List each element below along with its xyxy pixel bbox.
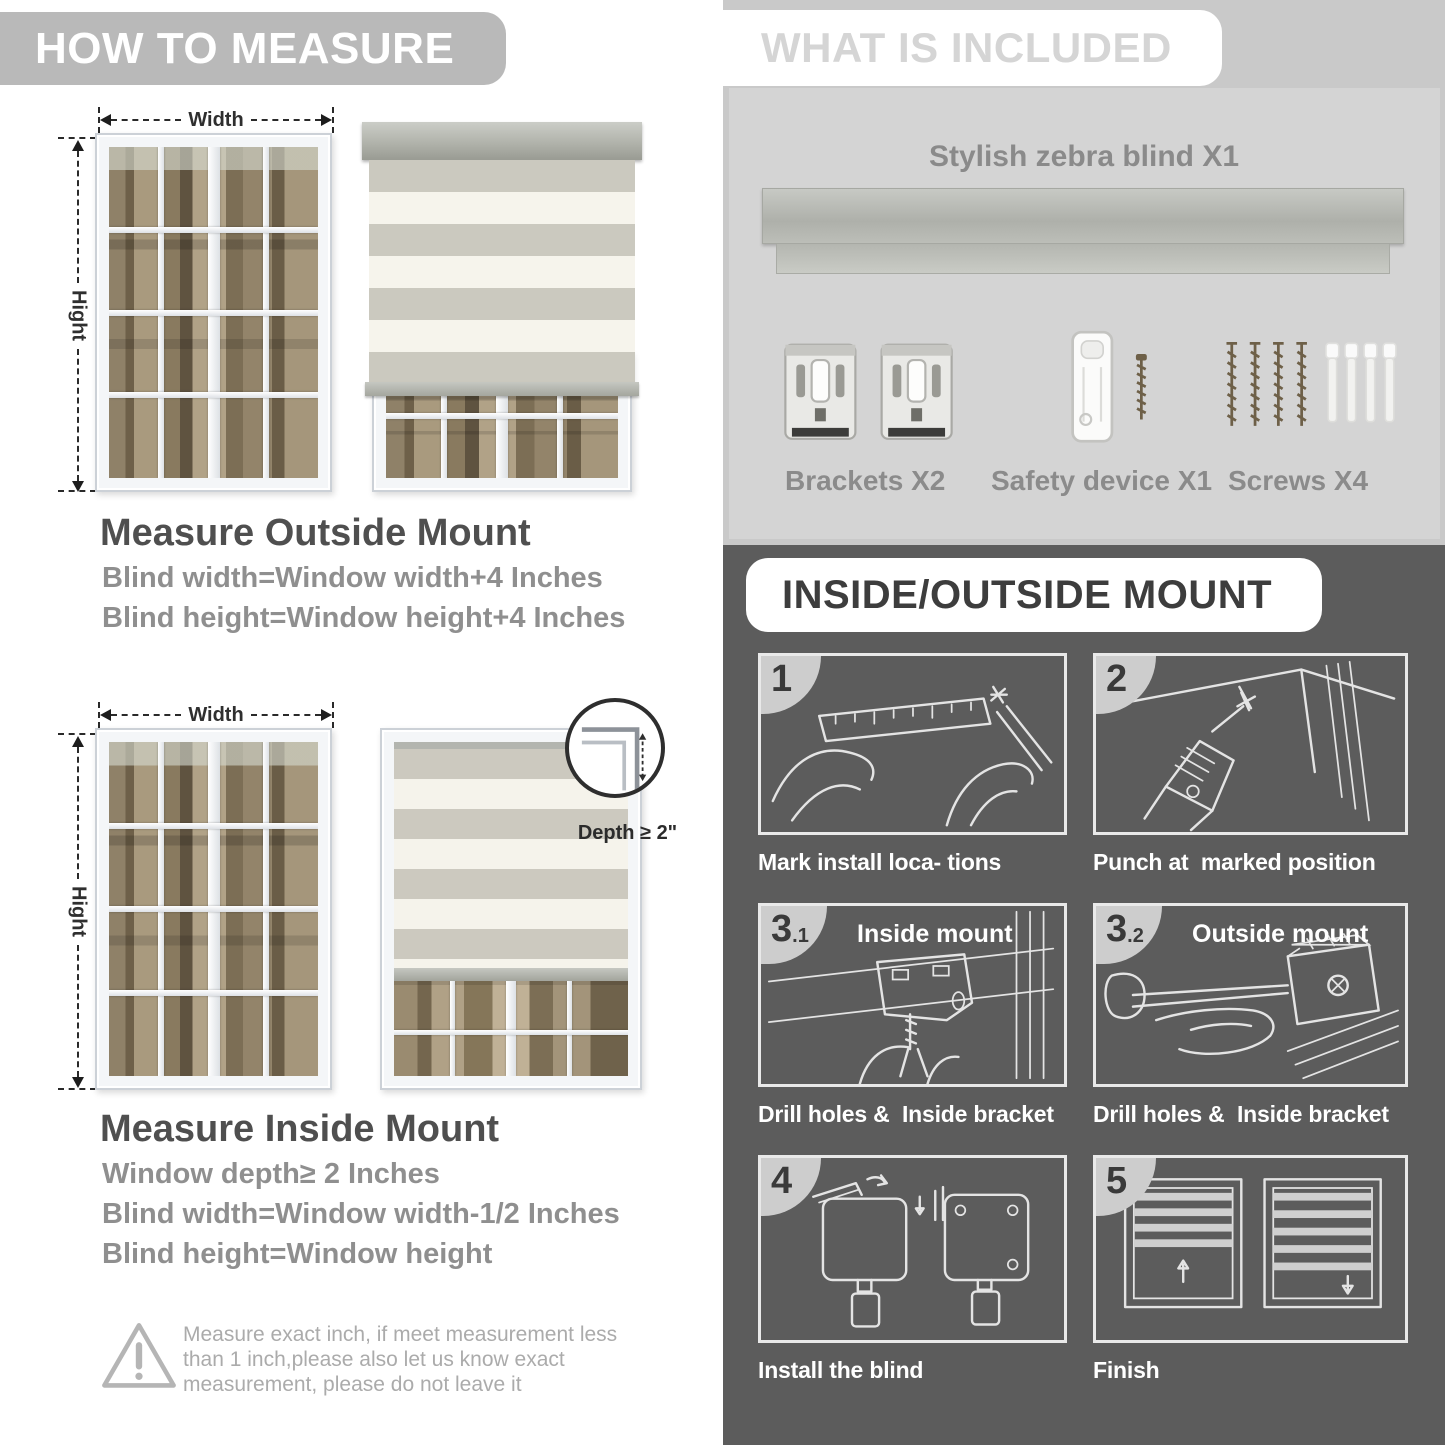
- step-caption-3-2: Drill holes & Inside bracket: [1093, 1101, 1389, 1127]
- step-subnumber: .2: [1127, 925, 1144, 947]
- brackets-illustration: [781, 335, 956, 445]
- blind-bottom-rail: [365, 382, 639, 396]
- step-tile-2: [1093, 653, 1408, 835]
- step-caption-3-1: Drill holes & Inside bracket: [758, 1101, 1054, 1127]
- height-dimension-fig2: [65, 736, 91, 1088]
- outside-rule-width: Blind width=Window width+4 Inches: [102, 562, 603, 594]
- arrow-down-icon: [72, 481, 84, 492]
- measure-outside-title: Measure Outside Mount: [100, 512, 531, 554]
- anchor-icon: [1364, 343, 1377, 421]
- step-number: 2: [1106, 658, 1128, 700]
- safety-device-icon: [1073, 332, 1112, 441]
- window-panes: [394, 981, 628, 1076]
- item-caption-brackets: Brackets X2: [785, 465, 946, 496]
- item-caption-screws: Screws X4: [1228, 465, 1369, 496]
- step-tile-5: [1093, 1155, 1408, 1343]
- screw-icon: [1296, 343, 1307, 426]
- step-mount-type-label: Outside mount: [1192, 920, 1369, 948]
- arrow-up-icon: [72, 736, 84, 747]
- inside-rule-width: Blind width=Window width-1/2 Inches: [102, 1198, 620, 1230]
- step-mount-type-label: Inside mount: [857, 920, 1013, 948]
- blind-cassette: [362, 122, 642, 160]
- dim-tick: [332, 107, 334, 133]
- item-caption-safety-device: Safety device X1: [991, 465, 1213, 496]
- blind-cassette-illustration: [762, 188, 1404, 244]
- anchor-icon: [1383, 343, 1396, 421]
- blind-rail-illustration: [776, 244, 1390, 274]
- width-label: Width: [188, 703, 244, 726]
- anchor-icon: [1326, 343, 1339, 421]
- inside-outside-mount-header: INSIDE/OUTSIDE MOUNT: [746, 558, 1322, 632]
- included-panel: [723, 0, 1445, 545]
- height-label: Hight: [67, 283, 90, 348]
- dim-line: [251, 119, 321, 121]
- arrow-right-icon: [321, 114, 332, 126]
- inside-rule-depth: Window depth≥ 2 Inches: [102, 1158, 440, 1190]
- height-label: Hight: [67, 879, 90, 944]
- screw-icon: [1250, 343, 1261, 426]
- step-subnumber: .1: [792, 925, 809, 947]
- window-panes: [109, 742, 318, 1076]
- dim-line: [77, 151, 79, 283]
- step-tile-3-1: [758, 903, 1067, 1087]
- what-is-included-header: WHAT IS INCLUDED: [723, 10, 1222, 86]
- step-tile-1: [758, 653, 1067, 835]
- arrow-right-icon: [321, 709, 332, 721]
- dim-tick: [332, 702, 334, 728]
- dim-extension: [58, 137, 96, 139]
- window-illustration-inside: [95, 728, 332, 1090]
- bracket-icon: [785, 344, 855, 438]
- warning-text: Measure exact inch, if meet measurement less than 1 inch,please also let us know exact measurement, please do not leave it: [183, 1323, 618, 1396]
- zebra-blind-illustration-outside: [362, 122, 642, 398]
- dim-line: [77, 747, 79, 879]
- warning-icon: [98, 1318, 180, 1396]
- anchor-icon: [1345, 343, 1358, 421]
- screw-icon: [1136, 354, 1147, 419]
- step-caption-5: Finish: [1093, 1357, 1160, 1383]
- arrow-up-icon: [72, 140, 84, 151]
- height-dimension-fig1: [65, 140, 91, 492]
- dim-extension: [58, 1088, 96, 1090]
- depth-label: Depth ≥ 2": [577, 822, 678, 844]
- window-illustration-outside: [95, 133, 332, 492]
- depth-magnifier-detail: [565, 698, 665, 798]
- step-number: 3: [771, 908, 793, 950]
- dim-line: [111, 714, 181, 716]
- width-label: Width: [188, 108, 244, 131]
- arrow-left-icon: [100, 709, 111, 721]
- step-caption-4: Install the blind: [758, 1357, 924, 1383]
- dim-line: [77, 945, 79, 1077]
- blind-stripes: [369, 160, 635, 382]
- screw-icon: [1226, 343, 1237, 426]
- step-caption-2: Punch at marked position: [1093, 849, 1376, 875]
- dim-extension: [58, 733, 96, 735]
- dim-line: [77, 349, 79, 481]
- dim-line: [111, 119, 181, 121]
- mount-panel: [723, 545, 1445, 1445]
- width-dimension-fig1: [98, 108, 334, 132]
- safety-device-illustration: [1053, 330, 1173, 448]
- screws-illustration: [1218, 335, 1398, 447]
- step-tile-4: [758, 1155, 1067, 1343]
- bracket-icon: [882, 344, 952, 438]
- how-to-measure-header: HOW TO MEASURE: [0, 12, 506, 85]
- zebra-blind-label: Stylish zebra blind X1: [928, 140, 1240, 173]
- step-number: 3: [1106, 908, 1128, 950]
- step-caption-1: Mark install loca- tions: [758, 849, 1002, 875]
- measure-inside-title: Measure Inside Mount: [100, 1108, 500, 1150]
- width-dimension-fig2: [98, 703, 334, 727]
- inside-rule-height: Blind height=Window height: [102, 1238, 493, 1270]
- arrow-left-icon: [100, 114, 111, 126]
- screw-icon: [1273, 343, 1284, 426]
- step-number: 5: [1106, 1160, 1128, 1202]
- step-number: 1: [771, 658, 793, 700]
- outside-rule-height: Blind height=Window height+4 Inches: [102, 602, 626, 634]
- dim-line: [251, 714, 321, 716]
- step-number: 4: [771, 1160, 793, 1202]
- step-tile-3-2: [1093, 903, 1408, 1087]
- arrow-down-icon: [72, 1077, 84, 1088]
- frame-corner-detail: [569, 702, 661, 794]
- blind-bottom-rail: [394, 968, 628, 981]
- window-panes: [109, 147, 318, 478]
